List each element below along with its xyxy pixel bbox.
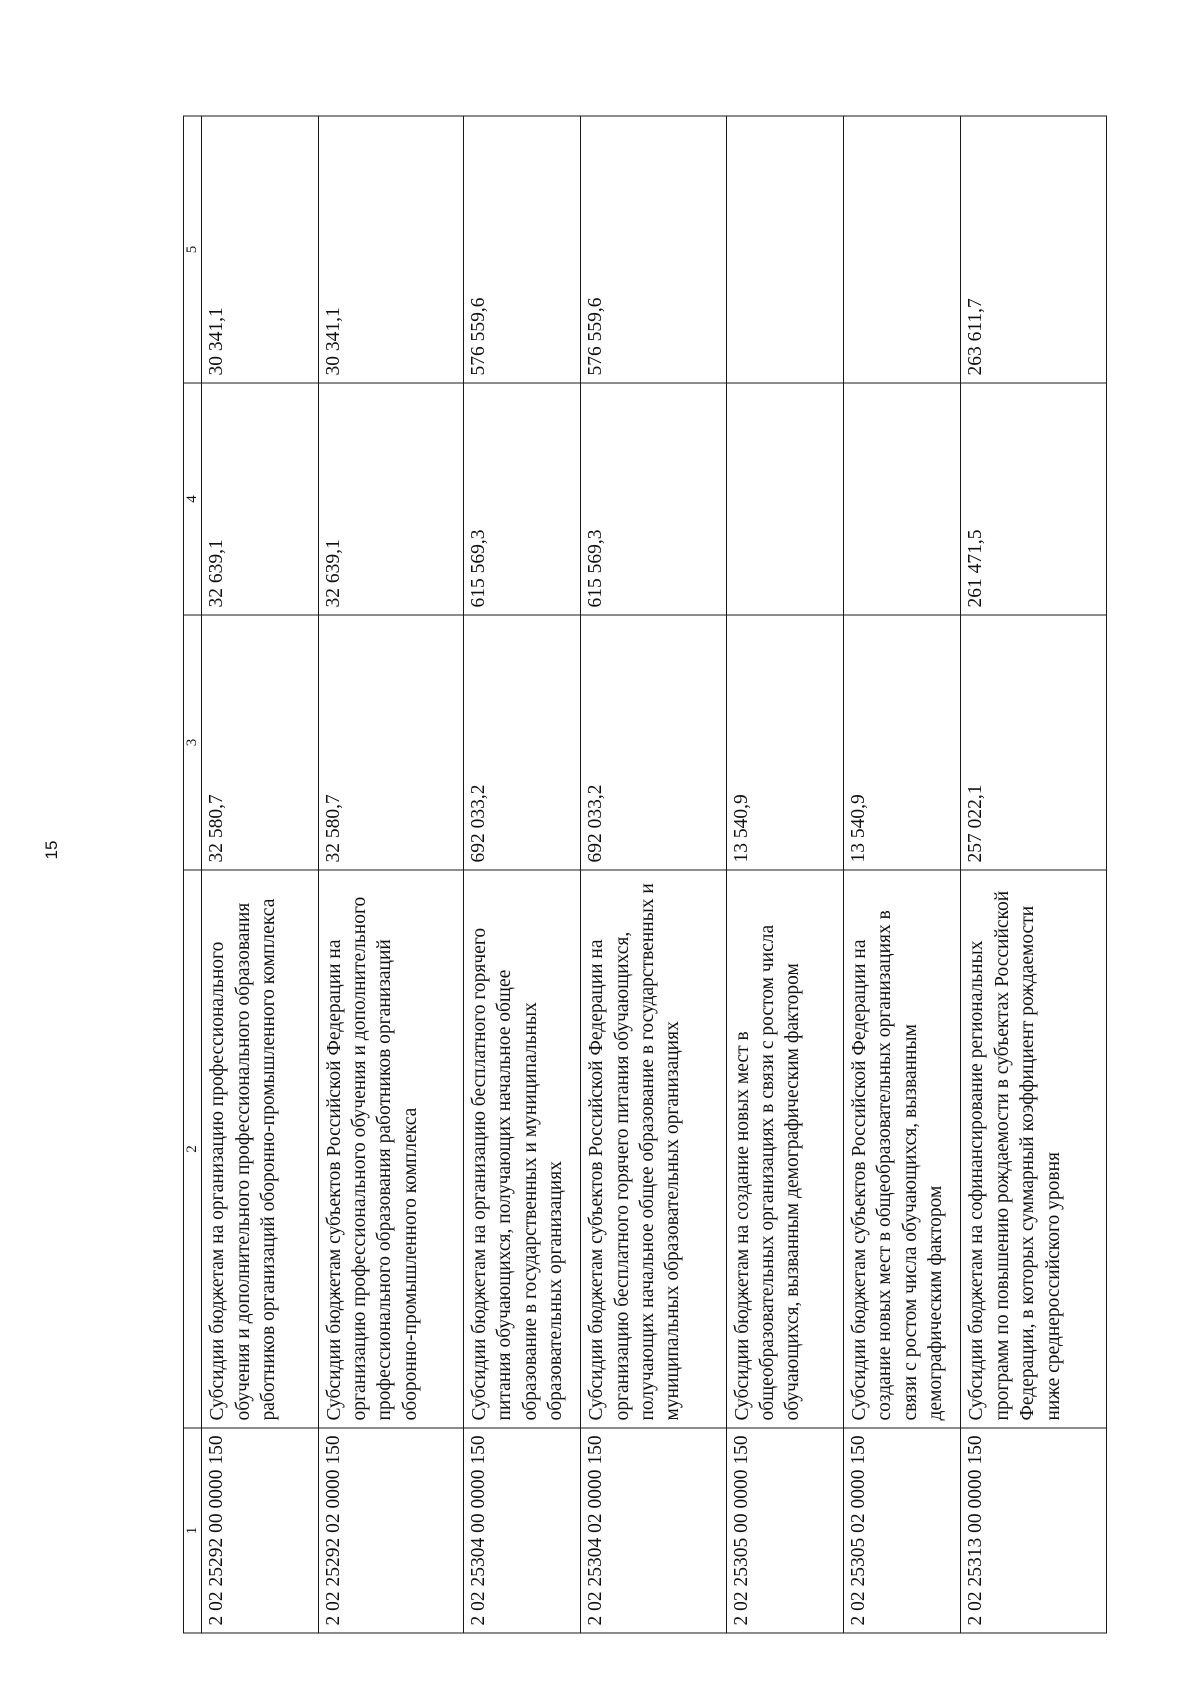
- value-col5-cell: 30 341,1: [202, 116, 318, 383]
- budget-table: [183, 116, 1107, 1634]
- budget-code-cell: 2 02 25304 02 0000 150: [581, 1428, 726, 1633]
- description-cell: Субсидии бюджетам на создание новых мест в общеобразовательных организациях в связи с ростом числа обучающихся, вызванным демографическим фактором: [726, 870, 843, 1428]
- budget-code-cell: 2 02 25313 00 0000 150: [961, 1428, 1107, 1633]
- value-col3-cell: 32 580,7: [202, 615, 318, 870]
- description-cell: Субсидии бюджетам на организацию бесплатного горячего питания обучающихся, получающих начальное общее образование в государственных и муниципальных образовательных организациях: [463, 870, 580, 1428]
- budget-code-cell: 2 02 25292 00 0000 150: [202, 1428, 318, 1633]
- value-col3-cell: 13 540,9: [726, 615, 843, 870]
- table-row: [961, 116, 1107, 1633]
- budget-code-cell: 2 02 25292 02 0000 150: [318, 1428, 463, 1633]
- value-col4-cell: 615 569,3: [581, 383, 726, 615]
- table-row: [844, 116, 961, 1633]
- table-row: [318, 116, 463, 1633]
- description-cell: Субсидии бюджетам субъектов Российской Федерации на создание новых мест в общеобразовательных организациях в связи с ростом числа обучающихся, вызванным демографическим фактором: [844, 870, 961, 1428]
- value-col3-cell: 32 580,7: [318, 615, 463, 870]
- description-cell: Субсидии бюджетам субъектов Российской Федерации на организацию бесплатного горячего питания обучающихся, получающих начальное общее образование в государственных и муниципальных образовательных организациях: [581, 870, 726, 1428]
- value-col4-cell: 32 639,1: [318, 383, 463, 615]
- value-col5-cell: [726, 116, 843, 383]
- table-row: [581, 116, 726, 1633]
- value-col5-cell: 30 341,1: [318, 116, 463, 383]
- header-cell-2: 2: [184, 870, 202, 1428]
- table-row: [463, 116, 580, 1633]
- value-col4-cell: [726, 383, 843, 615]
- table-row: [202, 116, 318, 1633]
- page-number: 15: [42, 840, 61, 860]
- header-cell-3: 3: [184, 615, 202, 870]
- value-col4-cell: 615 569,3: [463, 383, 580, 615]
- budget-code-cell: 2 02 25305 02 0000 150: [844, 1428, 961, 1633]
- value-col5-cell: [844, 116, 961, 383]
- value-col5-cell: 263 611,7: [961, 116, 1107, 383]
- table-header-row: [184, 116, 202, 1633]
- value-col4-cell: [844, 383, 961, 615]
- description-cell: Субсидии бюджетам на софинансирование региональных программ по повышению рождаемости в субъектах Российской Федерации, в которых суммарный коэффициент рождаемости ниже среднероссийского уровня: [961, 870, 1107, 1428]
- table-row: [726, 116, 843, 1633]
- value-col3-cell: 257 022,1: [961, 615, 1107, 870]
- description-cell: Субсидии бюджетам субъектов Российской Федерации на организацию профессионального обучения и дополнительного профессионального образования работников организаций оборонно-промышленного комплекса: [318, 870, 463, 1428]
- description-cell: Субсидии бюджетам на организацию профессионального обучения и дополнительного профессионального образования работников организаций оборонно-промышленного комплекса: [202, 870, 318, 1428]
- value-col4-cell: 32 639,1: [202, 383, 318, 615]
- budget-code-cell: 2 02 25304 00 0000 150: [463, 1428, 580, 1633]
- header-cell-5: 5: [184, 116, 202, 383]
- value-col3-cell: 692 033,2: [463, 615, 580, 870]
- header-cell-4: 4: [184, 383, 202, 615]
- header-cell-1: 1: [184, 1428, 202, 1633]
- value-col3-cell: 692 033,2: [581, 615, 726, 870]
- budget-table-frame: [183, 117, 1107, 1634]
- value-col4-cell: 261 471,5: [961, 383, 1107, 615]
- value-col5-cell: 576 559,6: [581, 116, 726, 383]
- value-col5-cell: 576 559,6: [463, 116, 580, 383]
- value-col3-cell: 13 540,9: [844, 615, 961, 870]
- budget-code-cell: 2 02 25305 00 0000 150: [726, 1428, 843, 1633]
